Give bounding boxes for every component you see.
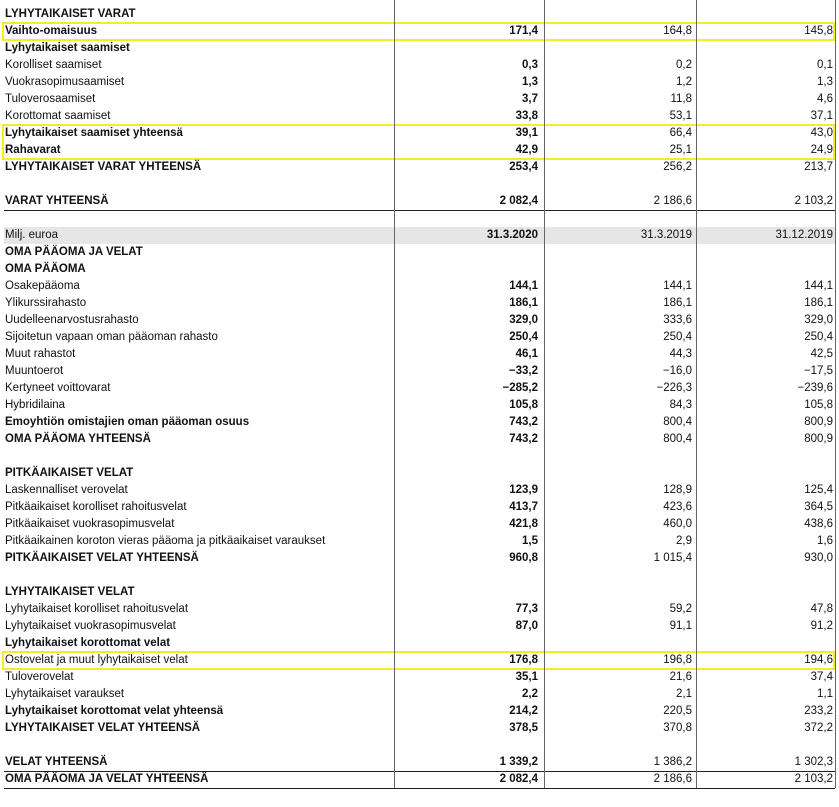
row-label: LYHYTAIKAISET VARAT YHTEENSÄ — [5, 161, 202, 173]
value-31-3-2020: 2,2 — [522, 688, 538, 700]
column-divider — [835, 0, 836, 788]
row-label: Muuntoerot — [5, 365, 64, 377]
value-31-3-2020 — [394, 737, 544, 754]
row-label: Tuloverosaamiset — [5, 93, 96, 105]
value-31-3-2020: 123,9 — [509, 484, 538, 496]
row-label: Muut rahastot — [5, 348, 76, 360]
table-row — [4, 635, 835, 652]
value-31-3-2019: 0,2 — [676, 59, 692, 71]
column-divider — [696, 0, 697, 788]
value-31-3-2020: 2 082,4 — [499, 195, 538, 207]
value-31-3-2020 — [394, 261, 544, 278]
value-31-12-2019: 930,0 — [804, 552, 833, 564]
value-31-3-2020: 35,1 — [515, 671, 538, 683]
value-31-3-2019: 2 186,6 — [653, 195, 692, 207]
value-31-3-2020: 39,1 — [515, 127, 538, 139]
value-31-3-2020 — [394, 465, 544, 482]
table-row — [4, 703, 835, 720]
row-label — [4, 567, 395, 584]
value-31-3-2020: 33,8 — [515, 110, 538, 122]
blank-row — [4, 448, 835, 465]
value-31-12-2019: 24,9 — [810, 144, 833, 156]
table-row — [4, 74, 835, 91]
value-31-3-2019 — [544, 448, 696, 465]
value-31-3-2019 — [544, 244, 696, 261]
row-label: OMA PÄÄOMA JA VELAT — [5, 246, 143, 258]
value-31-12-2019: 329,0 — [804, 314, 833, 326]
value-31-3-2020: 413,7 — [509, 501, 538, 513]
table-row — [4, 533, 835, 550]
value-31-3-2020: 46,1 — [515, 348, 538, 360]
value-31-3-2020: −285,2 — [502, 382, 538, 394]
row-label: Rahavarat — [5, 144, 61, 156]
value-31-12-2019: 31.12.2019 — [775, 229, 833, 241]
row-label: LYHYTAIKAISET VARAT — [5, 8, 136, 20]
value-31-3-2020: 421,8 — [509, 518, 538, 530]
value-31-3-2019: 800,4 — [663, 416, 692, 428]
value-31-3-2019: 800,4 — [663, 433, 692, 445]
row-label: Vaihto-omaisuus — [5, 25, 98, 37]
value-31-3-2019: 256,2 — [663, 161, 692, 173]
value-31-3-2020: −33,2 — [508, 365, 538, 377]
value-31-3-2019: 250,4 — [663, 331, 692, 343]
value-31-3-2019 — [544, 635, 696, 652]
blank-row — [4, 567, 835, 584]
row-label: PITKÄAIKAISET VELAT YHTEENSÄ — [5, 552, 199, 564]
value-31-3-2019: 164,8 — [663, 25, 692, 37]
value-31-12-2019: 186,1 — [804, 297, 833, 309]
table-row — [4, 91, 835, 108]
value-31-3-2019: 91,1 — [669, 620, 692, 632]
value-31-3-2020: 1,5 — [522, 535, 538, 547]
value-31-3-2019 — [544, 261, 696, 278]
value-31-3-2020 — [394, 176, 544, 193]
value-31-3-2019: 84,3 — [669, 399, 692, 411]
value-31-3-2020: 144,1 — [509, 280, 538, 292]
table-row — [4, 295, 835, 312]
value-31-12-2019 — [696, 244, 835, 261]
value-31-12-2019 — [696, 6, 835, 23]
table-row — [4, 227, 835, 244]
value-31-3-2020: 176,8 — [509, 654, 538, 666]
value-31-3-2020: 250,4 — [509, 331, 538, 343]
value-31-3-2020: 171,4 — [509, 25, 538, 37]
row-label — [4, 210, 395, 227]
table-row — [4, 482, 835, 499]
column-divider — [394, 0, 395, 788]
value-31-3-2019 — [544, 40, 696, 57]
table-row — [4, 771, 835, 789]
value-31-3-2019: −16,0 — [662, 365, 692, 377]
value-31-3-2020 — [394, 6, 544, 23]
table-row — [4, 346, 835, 363]
value-31-12-2019 — [696, 567, 835, 584]
value-31-3-2020: 1,3 — [522, 76, 538, 88]
value-31-3-2020 — [394, 210, 544, 227]
value-31-12-2019 — [696, 448, 835, 465]
table-row — [4, 23, 835, 40]
row-label: Lyhytaikaiset varaukset — [5, 688, 125, 700]
row-label: Kertyneet voittovarat — [5, 382, 111, 394]
value-31-3-2020: 0,3 — [522, 59, 538, 71]
value-31-3-2019 — [544, 176, 696, 193]
table-row — [4, 6, 835, 23]
value-31-3-2019: −226,3 — [656, 382, 692, 394]
value-31-12-2019: 0,1 — [817, 59, 833, 71]
table-row — [4, 499, 835, 516]
table-row — [4, 125, 835, 142]
row-label: Lyhytaikaiset saamiset — [5, 42, 130, 54]
value-31-3-2020: 186,1 — [509, 297, 538, 309]
value-31-3-2019: 1 015,4 — [653, 552, 692, 564]
table-row — [4, 686, 835, 703]
row-label: VARAT YHTEENSÄ — [5, 195, 109, 207]
blank-row — [4, 737, 835, 754]
column-divider — [544, 0, 545, 788]
row-label: Hybridilaina — [5, 399, 66, 411]
value-31-3-2020 — [394, 244, 544, 261]
table-row — [4, 312, 835, 329]
value-31-3-2020 — [394, 448, 544, 465]
value-31-12-2019: 2 103,2 — [794, 195, 833, 207]
value-31-3-2019 — [544, 210, 696, 227]
value-31-12-2019: 42,5 — [810, 348, 833, 360]
table-row — [4, 142, 835, 159]
row-label: Pitkäaikaiset korolliset rahoitusvelat — [5, 501, 187, 513]
row-label: Sijoitetun vapaan oman pääoman rahasto — [5, 331, 218, 343]
value-31-3-2019: 370,8 — [663, 722, 692, 734]
row-label — [4, 448, 395, 465]
value-31-3-2020: 87,0 — [515, 620, 538, 632]
table-row — [4, 380, 835, 397]
value-31-12-2019: 4,6 — [817, 93, 833, 105]
row-label: Lyhytaikaiset korottomat velat — [5, 637, 171, 649]
row-label: Osakepääoma — [5, 280, 80, 292]
row-label: OMA PÄÄOMA YHTEENSÄ — [5, 433, 151, 445]
row-label: VELAT YHTEENSÄ — [5, 756, 108, 768]
value-31-3-2020 — [394, 584, 544, 601]
value-31-12-2019 — [696, 40, 835, 57]
value-31-12-2019: 1,6 — [817, 535, 833, 547]
table-row — [4, 550, 835, 567]
table-row — [4, 652, 835, 669]
table-row — [4, 431, 835, 448]
value-31-3-2020: 1 339,2 — [499, 756, 538, 768]
table-row — [4, 363, 835, 380]
row-label: LYHYTAIKAISET VELAT — [5, 586, 135, 598]
value-31-12-2019 — [696, 737, 835, 754]
row-label: Laskennalliset verovelat — [5, 484, 128, 496]
value-31-3-2020: 42,9 — [515, 144, 538, 156]
value-31-12-2019: 125,4 — [804, 484, 833, 496]
value-31-3-2019: 333,6 — [663, 314, 692, 326]
value-31-3-2020: 2 082,4 — [499, 773, 538, 785]
value-31-12-2019: 250,4 — [804, 331, 833, 343]
value-31-3-2019: 59,2 — [669, 603, 692, 615]
value-31-3-2019: 21,6 — [669, 671, 692, 683]
table-row — [4, 278, 835, 295]
row-label: Korolliset saamiset — [5, 59, 102, 71]
value-31-12-2019: 438,6 — [804, 518, 833, 530]
value-31-3-2020: 105,8 — [509, 399, 538, 411]
row-label: Lyhytaikaiset vuokrasopimusvelat — [5, 620, 176, 632]
value-31-3-2019: 11,8 — [670, 93, 692, 105]
table-row — [4, 57, 835, 74]
value-31-12-2019 — [696, 176, 835, 193]
value-31-12-2019: 2 103,2 — [794, 773, 833, 785]
row-label: Lyhytaikaiset saamiset yhteensä — [5, 127, 183, 139]
value-31-3-2019 — [544, 567, 696, 584]
value-31-12-2019: −17,5 — [803, 365, 833, 377]
value-31-3-2020 — [394, 635, 544, 652]
value-31-12-2019: 1,1 — [817, 688, 833, 700]
value-31-3-2019: 128,9 — [663, 484, 692, 496]
value-31-3-2019: 220,5 — [663, 705, 692, 717]
value-31-3-2020: 77,3 — [515, 603, 538, 615]
value-31-12-2019: 37,4 — [810, 671, 833, 683]
row-label: Lyhytaikaiset korottomat velat yhteensä — [5, 705, 224, 717]
value-31-3-2019: 186,1 — [663, 297, 692, 309]
value-31-3-2019: 2,1 — [676, 688, 692, 700]
value-31-3-2019: 1,2 — [676, 76, 692, 88]
value-31-12-2019: 91,2 — [810, 620, 833, 632]
value-31-12-2019: 800,9 — [804, 416, 833, 428]
value-31-3-2019: 25,1 — [669, 144, 692, 156]
value-31-12-2019: 364,5 — [804, 501, 833, 513]
value-31-3-2019: 2,9 — [676, 535, 692, 547]
table-row — [4, 465, 835, 482]
value-31-3-2020 — [394, 567, 544, 584]
value-31-3-2019 — [544, 6, 696, 23]
table-row — [4, 414, 835, 431]
table-row — [4, 108, 835, 125]
value-31-3-2019: 44,3 — [669, 348, 692, 360]
value-31-3-2019: 66,4 — [669, 127, 692, 139]
value-31-3-2019: 460,0 — [663, 518, 692, 530]
row-label: LYHYTAIKAISET VELAT YHTEENSÄ — [5, 722, 201, 734]
value-31-12-2019: 194,6 — [804, 654, 833, 666]
value-31-3-2019: 144,1 — [663, 280, 692, 292]
value-31-3-2020: 743,2 — [509, 416, 538, 428]
value-31-3-2020: 960,8 — [509, 552, 538, 564]
value-31-12-2019 — [696, 465, 835, 482]
row-label: Ostovelat ja muut lyhytaikaiset velat — [5, 654, 188, 666]
value-31-12-2019: 43,0 — [810, 127, 833, 139]
table-row — [4, 584, 835, 601]
row-label: Milj. euroa — [5, 229, 59, 241]
blank-row — [4, 176, 835, 193]
value-31-12-2019 — [696, 584, 835, 601]
value-31-12-2019: 800,9 — [804, 433, 833, 445]
table-row — [4, 516, 835, 533]
value-31-3-2019 — [544, 465, 696, 482]
value-31-12-2019: 233,2 — [804, 705, 833, 717]
value-31-3-2020: 214,2 — [509, 705, 538, 717]
value-31-3-2020 — [394, 40, 544, 57]
row-label — [4, 737, 395, 754]
table-row — [4, 669, 835, 686]
value-31-3-2019: 53,1 — [669, 110, 692, 122]
value-31-3-2020: 31.3.2020 — [486, 229, 538, 241]
row-label: Korottomat saamiset — [5, 110, 111, 122]
row-label: OMA PÄÄOMA — [5, 263, 86, 275]
row-label: Ylikurssirahasto — [5, 297, 87, 309]
table-row — [4, 397, 835, 414]
value-31-3-2019: 423,6 — [663, 501, 692, 513]
value-31-3-2019: 31.3.2019 — [640, 229, 692, 241]
row-label: PITKÄAIKAISET VELAT — [5, 467, 134, 479]
row-label: Uudelleenarvostusrahasto — [5, 314, 139, 326]
value-31-3-2019 — [544, 737, 696, 754]
table-row — [4, 754, 835, 772]
value-31-3-2020: 378,5 — [509, 722, 538, 734]
table-row — [4, 329, 835, 346]
value-31-12-2019 — [696, 261, 835, 278]
value-31-3-2019 — [544, 584, 696, 601]
table-row — [4, 720, 835, 737]
table-row — [4, 193, 835, 211]
value-31-3-2020: 329,0 — [509, 314, 538, 326]
row-label: Pitkäaikaiset vuokrasopimusvelat — [5, 518, 175, 530]
value-31-12-2019: 144,1 — [804, 280, 833, 292]
row-label: Emoyhtiön omistajien oman pääoman osuus — [5, 416, 250, 428]
value-31-3-2020: 743,2 — [509, 433, 538, 445]
table-row — [4, 159, 835, 176]
value-31-12-2019: 145,8 — [804, 25, 833, 37]
value-31-12-2019: 37,1 — [810, 110, 833, 122]
value-31-12-2019: 47,8 — [810, 603, 833, 615]
value-31-3-2019: 196,8 — [663, 654, 692, 666]
value-31-3-2019: 1 386,2 — [653, 756, 692, 768]
value-31-12-2019: 372,2 — [804, 722, 833, 734]
table-row — [4, 244, 835, 261]
value-31-12-2019: 1,3 — [817, 76, 833, 88]
value-31-12-2019: 1 302,3 — [794, 756, 833, 768]
value-31-12-2019 — [696, 210, 835, 227]
table-row — [4, 40, 835, 57]
table-row — [4, 261, 835, 278]
table-row — [4, 618, 835, 635]
row-label — [4, 176, 395, 193]
row-label: Pitkäaikainen koroton vieras pääoma ja pitkäaikaiset varaukset — [5, 535, 326, 547]
row-label: OMA PÄÄOMA JA VELAT YHTEENSÄ — [5, 773, 209, 785]
value-31-12-2019: 105,8 — [804, 399, 833, 411]
value-31-12-2019: 213,7 — [804, 161, 833, 173]
row-label: Vuokrasopimusaamiset — [5, 76, 125, 88]
row-label: Tuloverovelat — [5, 671, 74, 683]
blank-row — [4, 210, 835, 227]
value-31-3-2020: 3,7 — [522, 93, 538, 105]
table-row — [4, 601, 835, 618]
value-31-12-2019: −239,6 — [797, 382, 833, 394]
value-31-3-2019: 2 186,6 — [653, 773, 692, 785]
value-31-3-2020: 253,4 — [509, 161, 538, 173]
value-31-12-2019 — [696, 635, 835, 652]
row-label: Lyhytaikaiset korolliset rahoitusvelat — [5, 603, 189, 615]
